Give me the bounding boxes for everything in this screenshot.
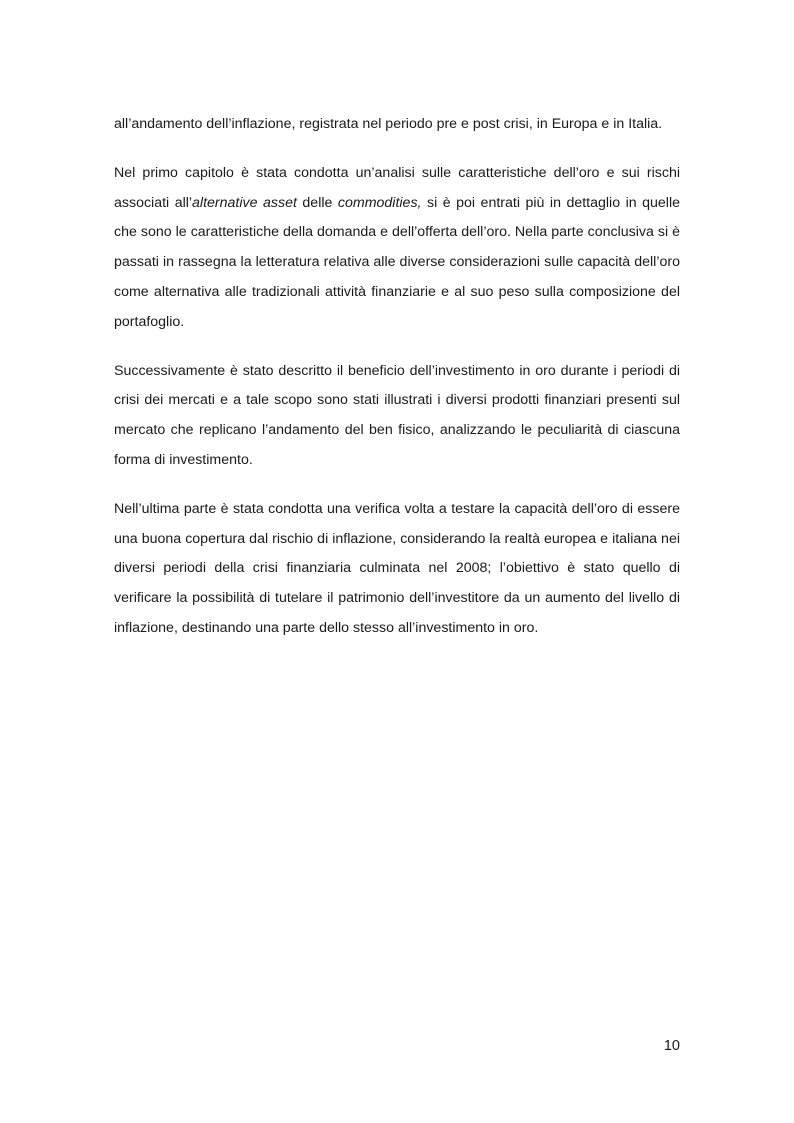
paragraph-text: all’andamento dell’inflazione, registrata nel periodo pre e post crisi, in Europa e in Italia.	[114, 116, 663, 132]
paragraph-text: Nel primo capitolo è stata condotta un’analisi sulle caratteristiche dell’oro e sui rischi associati all’	[114, 164, 680, 211]
page-number: 10	[663, 1038, 680, 1054]
italic-term-commodities: commodities,	[337, 194, 422, 211]
paragraph-text: Successivamente è stato descritto il beneficio dell’investimento in oro durante i periodi di crisi dei mercati e a tale scopo sono stati illustrati i diversi prodotti finanziari presenti sul mercato che replicano l’andamento del ben fisico, analizzando le peculiarità di ciascuna forma di investimento.	[114, 362, 680, 468]
paragraph-chapter-one	[114, 159, 680, 338]
paragraph-text: si è poi entrati più in dettaglio in quelle che sono le caratteristiche della domanda e dell’offerta dell’oro. Nella parte conclusiva si è passati in rassegna la letteratura relativa alle diverse considerazioni sulle capacità dell’oro come alternativa alle tradizionali attività finanziarie e al suo peso sulla composizione del portafoglio.	[114, 194, 681, 330]
body-text	[114, 110, 680, 663]
paragraph-final-part	[114, 495, 680, 644]
paragraph-inflation-intro	[114, 110, 680, 140]
paragraph-text: Nell’ultima parte è stata condotta una verifica volta a testare la capacità dell’oro di essere una buona copertura dal rischio di inflazione, considerando la realtà europea e italiana nei diversi periodi della crisi finanziaria culminata nel 2008; l’obiettivo è stato quello di verificare la possibilità di tutelare il patrimonio dell’investitore da un aumento del livello di inflazione, destinando una parte dello stesso all’investimento in oro.	[114, 500, 680, 636]
paragraph-text: delle	[296, 194, 338, 211]
italic-term-alternative-asset: alternative asset	[192, 194, 297, 211]
paragraph-crisis-investment	[114, 357, 680, 476]
